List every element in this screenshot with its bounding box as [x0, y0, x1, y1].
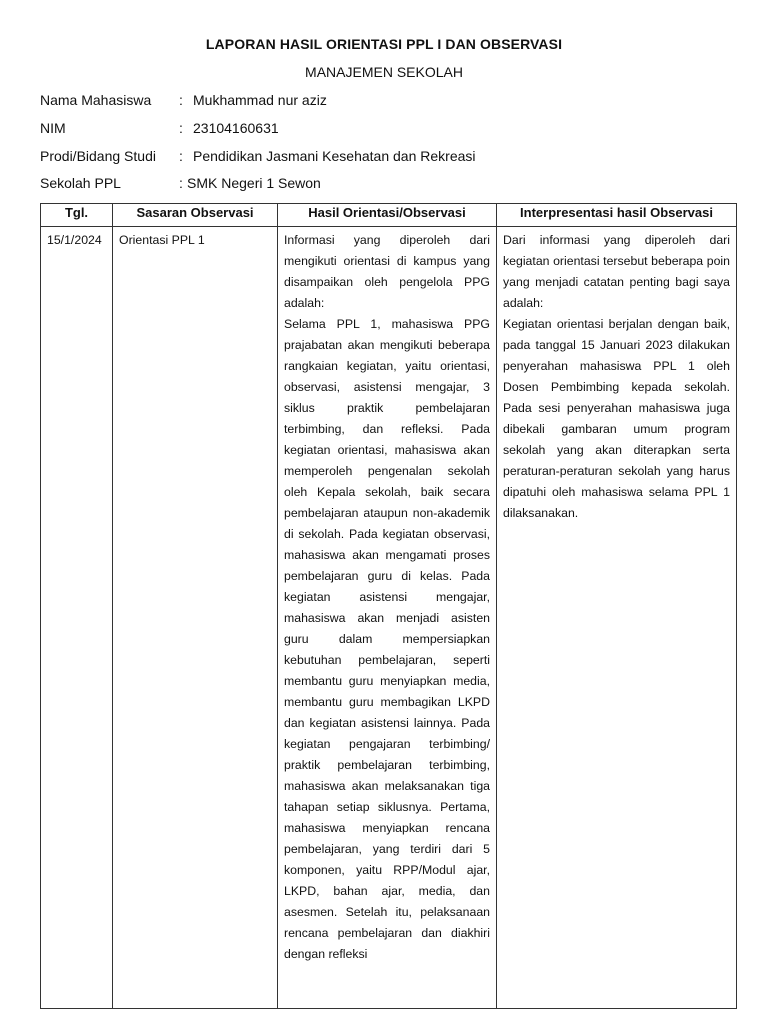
hasil-paragraph-2: Selama PPL 1, mahasiswa PPG prajabatan akan mengikuti beberapa rangkaian kegiatan, yaitu orientasi, observasi, asistensi mengajar, 3 siklus praktik pembelajaran terbimbing, dan refleksi. Pada kegiatan orientasi, mahasiswa akan memperoleh pengenalan sekolah oleh Kepala sekolah, baik secara pembelajaran ataupun non-akademik di sekolah. Pada kegiatan observasi, mahasiswa akan mengamati proses pembelajaran guru di kelas. Pada kegiatan asistensi mengajar, mahasiswa akan menjadi asisten guru dalam mempersiapkan kebutuhan pembelajaran, seperti membantu guru menyiapkan media, membantu guru membagikan LKPD dan kegiatan asistensi lainnya. Pada kegiatan pengajaran terbimbing/ praktik pembelajaran terbimbing, mahasiswa akan melaksanakan tiga tahapan setiap siklusnya. Pertama, mahasiswa menyiapkan rencana pembelajaran, yang terdiri dari 5 komponen, yaitu RPP/Modul ajar, LKPD, bahan ajar, media, dan asesmen. Setelah itu, pelaksanaan rencana pembelajaran dan diakhiri dengan refleksi	[284, 317, 490, 961]
observation-table	[40, 203, 737, 1009]
cell-sasaran	[113, 227, 278, 1009]
info-colon: :	[179, 148, 183, 164]
cell-interpretasi	[497, 227, 737, 1009]
header-interpretasi: Interpresentasi hasil Observasi	[497, 204, 737, 227]
hasil-paragraph-1: Informasi yang diperoleh dari mengikuti orientasi di kampus yang disampaikan oleh pengelola PPG adalah:	[284, 233, 490, 310]
document-subtitle: MANAJEMEN SEKOLAH	[305, 64, 463, 80]
info-label: NIM	[40, 120, 66, 136]
tgl-text: 15/1/2024	[47, 233, 102, 247]
cell-hasil	[278, 227, 497, 1009]
info-label: Nama Mahasiswa	[40, 92, 152, 108]
header-sasaran: Sasaran Observasi	[113, 204, 278, 227]
cell-tgl	[41, 227, 113, 1009]
header-tgl: Tgl.	[41, 204, 113, 227]
info-value-prodi: Pendidikan Jasmani Kesehatan dan Rekreasi	[193, 148, 476, 164]
table-header-row	[41, 204, 737, 227]
info-colon: :	[179, 120, 183, 136]
header-hasil: Hasil Orientasi/Observasi	[278, 204, 497, 227]
info-value-sekolah: SMK Negeri 1 Sewon	[187, 175, 321, 191]
info-label: Prodi/Bidang Studi	[40, 148, 156, 164]
info-colon: :	[179, 175, 183, 191]
info-value-nama: Mukhammad nur aziz	[193, 92, 327, 108]
info-colon: :	[179, 92, 183, 108]
info-value-nim: 23104160631	[193, 120, 279, 136]
table-row	[41, 227, 737, 1009]
interpretasi-paragraph-1: Dari informasi yang diperoleh dari kegiatan orientasi tersebut beberapa poin yang menjadi catatan penting bagi saya adalah:	[503, 233, 730, 310]
interpretasi-paragraph-2: Kegiatan orientasi berjalan dengan baik, pada tanggal 15 Januari 2023 dilakukan penyerahan mahasiswa PPL 1 oleh Dosen Pembimbing kepada sekolah. Pada sesi penyerahan mahasiswa juga dibekali gambaran umum program sekolah yang akan diterapkan serta peraturan-peraturan sekolah yang harus dipatuhi oleh mahasiswa selama PPL 1 dilaksanakan.	[503, 317, 730, 520]
sasaran-text: Orientasi PPL 1	[119, 233, 205, 247]
document-title: LAPORAN HASIL ORIENTASI PPL I DAN OBSERVASI	[205, 36, 563, 52]
info-label: Sekolah PPL	[40, 175, 121, 191]
